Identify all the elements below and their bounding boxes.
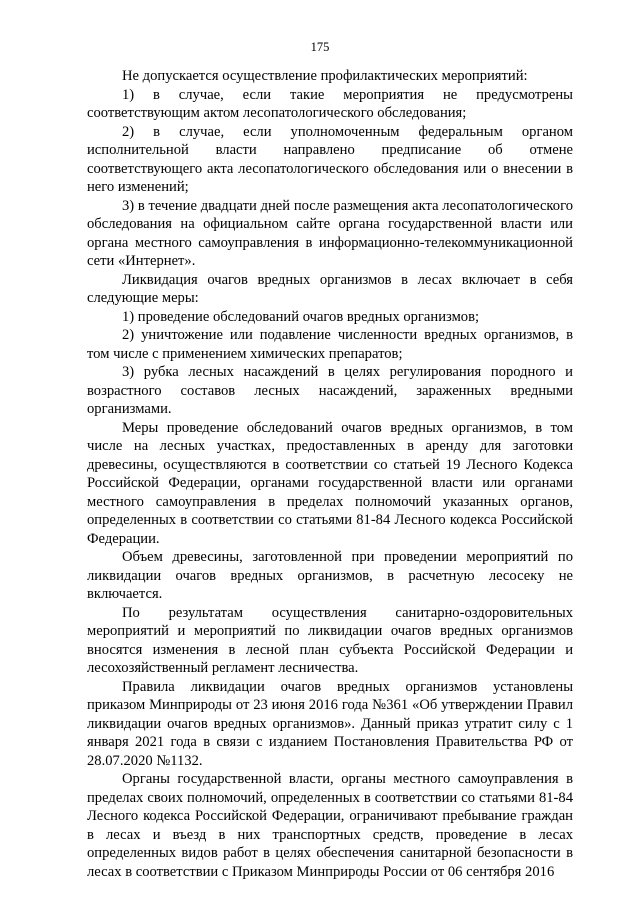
body-text	[87, 67, 573, 881]
paragraph: Не допускается осуществление профилактических мероприятий:	[122, 68, 528, 84]
paragraph: 2) уничтожение или подавление численности вредных организмов, в том числе с применением химических препаратов;	[87, 327, 573, 362]
page-number: 175	[310, 40, 330, 54]
paragraph: 1) в случае, если такие мероприятия не предусмотрены соответствующим актом лесопатологического обследования;	[87, 86, 573, 121]
paragraph: Ликвидация очагов вредных организмов в лесах включает в себя следующие меры:	[87, 271, 573, 306]
paragraph: 3) в течение двадцати дней после размещения акта лесопатологического обследования на официальном сайте органа государственной власти или органа местного самоуправления в информационно-телекоммуникационной сети «Интернет».	[87, 197, 573, 269]
paragraph: По результатам осуществления санитарно-оздоровительных мероприятий и мероприятий по ликвидации очагов вредных организмов вносятся изменения в лесной план субъекта Российской Федерации и лесохозяйственный регламент лесничества.	[87, 604, 573, 676]
paragraph: Органы государственной власти, органы местного самоуправления в пределах своих полномочий, определенных в соответствии со статьями 81-84 Лесного кодекса Российской Федерации, ограничивают пребывание граждан в лесах и въезд в них транспортных средств, проведение в лесах определенных видов работ в целях обеспечения санитарной безопасности в лесах в соответствии с Приказом Минприроды России от 06 сентября 2016	[87, 771, 573, 880]
paragraph: Правила ликвидации очагов вредных организмов установлены приказом Минприроды от 23 июня 2016 года №361 «Об утверждении Правил ликвидации очагов вредных организмов». Данный приказ утратит силу с 1 января 2021 года в связи с изданием Постановления Правительства РФ от 28.07.2020 №1132.	[87, 678, 573, 769]
paragraph: 2) в случае, если уполномоченным федеральным органом исполнительной власти направлено предписание об отмене соответствующего акта лесопатологического обследования или о внесении в него изменений;	[87, 123, 573, 195]
paragraph: Объем древесины, заготовленной при проведении мероприятий по ликвидации очагов вредных организмов, в расчетную лесосеку не включается.	[87, 549, 573, 602]
paragraph: Меры проведение обследований очагов вредных организмов, в том числе на лесных участках, предоставленных в аренду для заготовки древесины, осуществляются в соответствии со статьей 19 Лесного Кодекса Российской Федерации, органами государственной власти или органами местного самоуправления в пределах полномочий указанных органов, определенных в соответствии со статьями 81-84 Лесного кодекса Российской Федерации.	[87, 419, 573, 547]
paragraph: 3) рубка лесных насаждений в целях регулирования породного и возрастного составов лесных насаждений, зараженных вредными организмами.	[87, 364, 573, 417]
paragraph: 1) проведение обследований очагов вредных организмов;	[122, 308, 480, 325]
